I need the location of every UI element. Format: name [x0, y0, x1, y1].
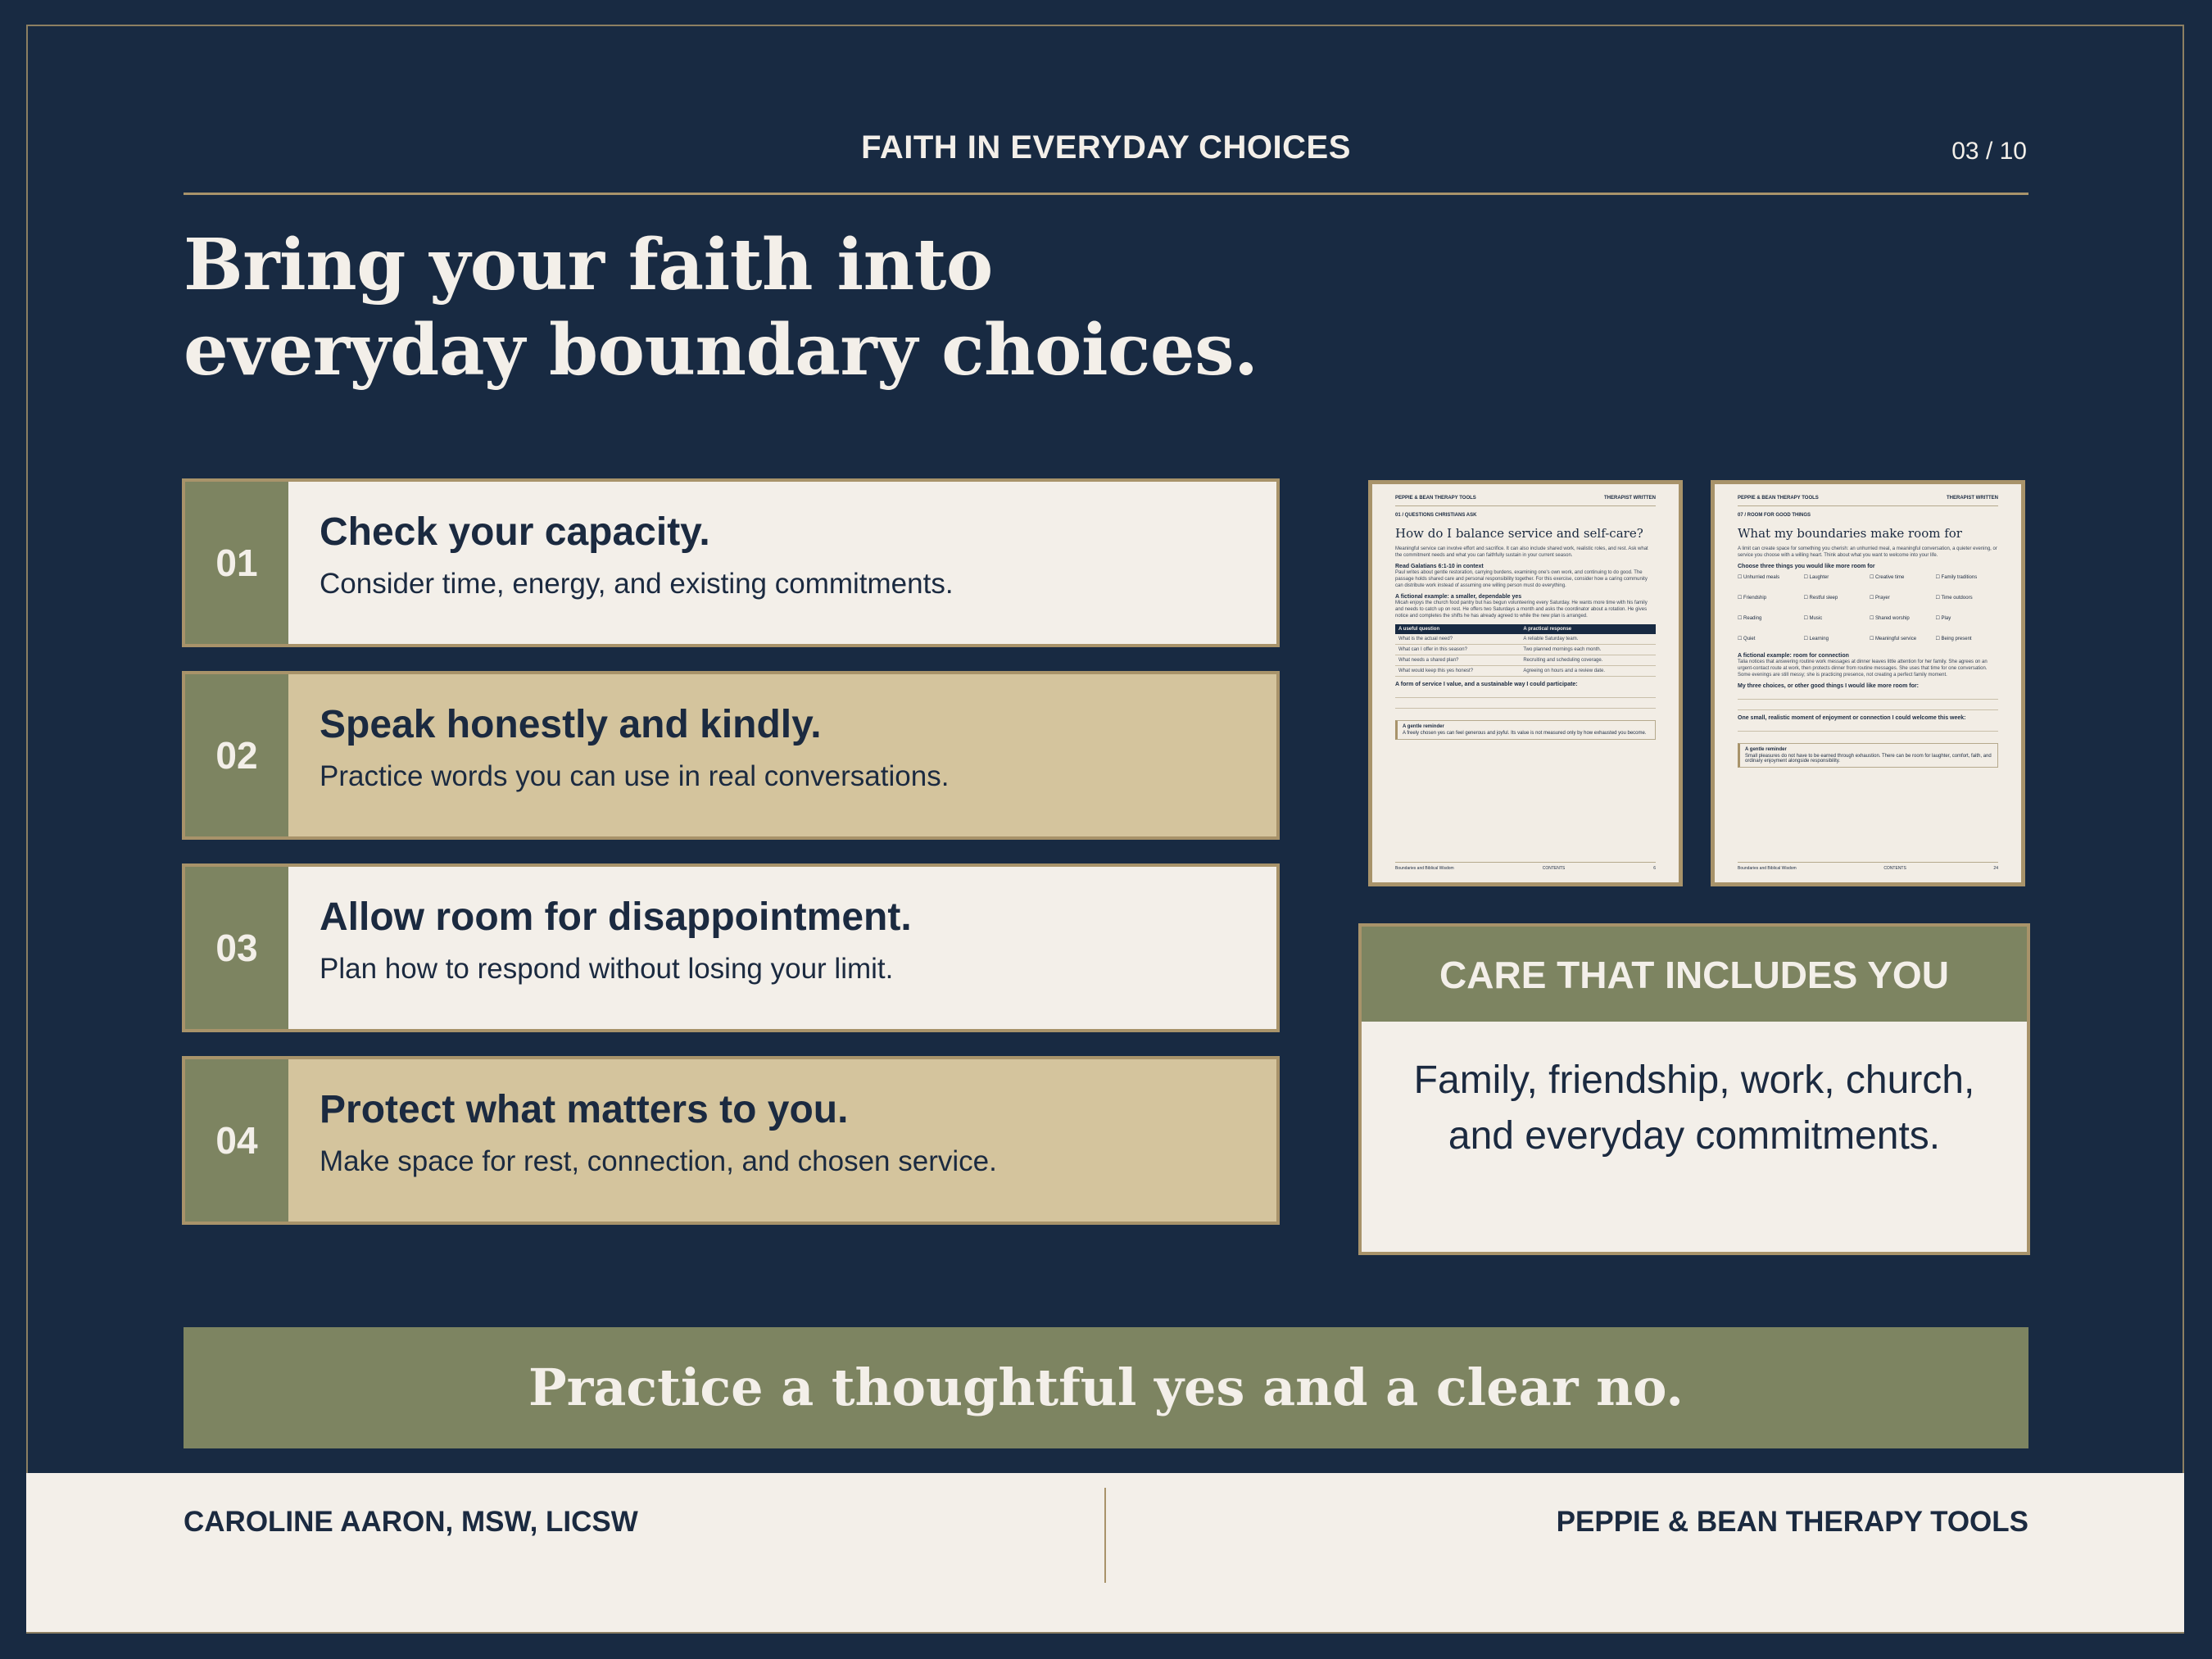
table-header: A practical response — [1520, 624, 1656, 634]
reminder-title: A gentle reminder — [1403, 724, 1444, 729]
header-divider — [184, 193, 2028, 195]
table-row — [1395, 634, 1656, 645]
thumb-reminder — [1738, 743, 1998, 768]
table-row — [1395, 655, 1656, 666]
thumb-paragraph: Micah enjoys the church food pantry but has begun volunteering every Saturday. He wants more time with his family and needs to catch up on rest. He offers two Saturdays a month and asks the coordinator about a rotation. He gives notice and completes the shifts he has already agreed to while the new plan is arranged. — [1395, 601, 1648, 619]
write-line — [1738, 689, 1998, 700]
step-title: Speak honestly and kindly. — [320, 703, 822, 746]
thumb-kicker: 07 / ROOM FOR GOOD THINGS — [1738, 513, 1811, 518]
checkbox-choice: ☐ Time outdoors — [1935, 596, 1973, 601]
step-description: Practice words you can use in real conversations. — [320, 760, 950, 792]
worksheet-thumbnail-1 — [1368, 480, 1683, 886]
thumb-table — [1395, 624, 1656, 677]
step-card-4 — [182, 1056, 1280, 1225]
thumb-brand: PEPPIE & BEAN THERAPY TOOLS — [1738, 496, 1819, 501]
reminder-body: Small pleasures do not have to be earned through exhaustion. There can be room for laughter, comfort, faith, and ordinary enjoyment alongside responsibility. — [1745, 754, 1992, 764]
table-cell: What needs a shared plan? — [1395, 655, 1520, 666]
write-line — [1395, 687, 1656, 698]
table-row — [1395, 645, 1656, 655]
table-cell: A reliable Saturday team. — [1520, 634, 1656, 645]
author-credit: CAROLINE AARON, MSW, LICSW — [184, 1506, 638, 1538]
care-line-2: and everyday commitments. — [1448, 1114, 1941, 1158]
checkbox-choice: ☐ Laughter — [1803, 575, 1829, 580]
checkbox-choice: ☐ Creative time — [1870, 575, 1905, 580]
table-cell: Agreeing on hours and a review date. — [1520, 666, 1656, 677]
brand-credit: PEPPIE & BEAN THERAPY TOOLS — [1556, 1506, 2028, 1538]
step-number: 04 — [185, 1059, 288, 1222]
thumb-subheading: A fictional example: room for connection — [1738, 653, 1849, 659]
step-card-1 — [182, 478, 1280, 647]
checkbox-choice: ☐ Learning — [1803, 637, 1829, 641]
thumb-intro: A limit can create space for something you cherish: an unhurried meal, a meaningful conversation, a quieter evening, or service you choose with a willing heart. Think about what you want to welcome into your life. — [1738, 546, 1997, 558]
step-number: 02 — [185, 674, 288, 836]
table-row — [1395, 666, 1656, 677]
checkbox-choice: ☐ Unhurried meals — [1738, 575, 1780, 580]
step-title: Check your capacity. — [320, 510, 710, 554]
care-line-1: Family, friendship, work, church, — [1413, 1058, 1975, 1102]
thumb-tag: THERAPIST WRITTEN — [1604, 496, 1656, 501]
checkbox-choice: ☐ Family traditions — [1935, 575, 1978, 580]
step-number: 01 — [185, 482, 288, 644]
thumb-tag: THERAPIST WRITTEN — [1947, 496, 1998, 501]
table-cell: Two planned mornings each month. — [1520, 645, 1656, 655]
reminder-body: A freely chosen yes can feel generous and joyful. Its value is not measured only by how exhausted you become. — [1403, 731, 1647, 736]
step-description: Plan how to respond without losing your limit. — [320, 953, 894, 985]
thumb-footer — [1395, 862, 1656, 871]
thumb-prompt: One small, realistic moment of enjoyment or connection I could welcome this week: — [1738, 715, 1966, 721]
table-header: A useful question — [1395, 624, 1520, 634]
step-description: Make space for rest, connection, and chosen service. — [320, 1145, 997, 1177]
checkbox-choice: ☐ Quiet — [1738, 637, 1756, 641]
thumb-footer-mid: CONTENTS — [1542, 866, 1566, 871]
thumb-footer-mid: CONTENTS — [1883, 866, 1906, 871]
thumb-footer-right: 6 — [1653, 866, 1656, 871]
thumb-reminder — [1395, 720, 1656, 740]
checkbox-choice: ☐ Music — [1803, 616, 1823, 621]
thumb-intro: Meaningful service can involve effort and sacrifice. It can also include shared work, realistic roles, and rest. Ask what the commitment needs and what you can faithfully sustain in your current season. — [1395, 546, 1648, 558]
slide-headline — [184, 223, 1412, 393]
thumb-kicker: 01 / QUESTIONS CHRISTIANS ASK — [1395, 513, 1477, 518]
thumb-brand: PEPPIE & BEAN THERAPY TOOLS — [1395, 496, 1476, 501]
table-cell: What would keep this yes honest? — [1395, 666, 1520, 677]
thumb-footer-left: Boundaries and Biblical Wisdom — [1395, 866, 1454, 871]
step-card-2 — [182, 671, 1280, 840]
checkbox-choice: ☐ Reading — [1738, 616, 1762, 621]
care-heading: CARE THAT INCLUDES YOU — [1362, 927, 2027, 1022]
choice-grid — [1738, 574, 1998, 641]
thumb-footer-left: Boundaries and Biblical Wisdom — [1738, 866, 1797, 871]
thumb-subheading: Choose three things you would like more room for — [1738, 564, 1875, 569]
table-cell: Recruiting and scheduling coverage. — [1520, 655, 1656, 666]
thumb-subheading: Read Galatians 6:1-10 in context — [1395, 564, 1484, 569]
checkbox-choice: ☐ Meaningful service — [1870, 637, 1917, 641]
care-body — [1362, 1022, 2027, 1164]
step-title: Protect what matters to you. — [320, 1088, 849, 1131]
section-title: FAITH IN EVERYDAY CHOICES — [861, 129, 1351, 165]
thumb-paragraph: Paul writes about gentle restoration, carrying burdens, examining one's own work, and continuing to do good. The passage holds shared care and personal responsibility together. For this exercise, consider how a caring community can distribute work instead of assuming one willing person must do everything. — [1395, 570, 1648, 588]
step-card-3 — [182, 863, 1280, 1032]
takeaway-banner: Practice a thoughtful yes and a clear no. — [184, 1327, 2028, 1448]
thumb-prompt: A form of service I value, and a sustainable way I could participate: — [1395, 682, 1578, 687]
headline-line-1: Bring your faith into — [184, 224, 993, 306]
checkbox-choice: ☐ Friendship — [1738, 596, 1767, 601]
thumb-header — [1738, 496, 1998, 506]
thumb-footer-right: 24 — [1993, 866, 1998, 871]
thumb-paragraph: Talia notices that answering routine work messages at dinner leaves little attention for her family. She agrees on an urgent-contact route at work, then protects dinner from routine messages. She uses that time for one conversation. Some evenings are still messy; she is practicing presence, not creating a perfect family moment. — [1738, 660, 1988, 678]
checkbox-choice: ☐ Restful sleep — [1803, 596, 1838, 601]
thumb-header — [1395, 496, 1656, 506]
page-number: 03 / 10 — [1951, 138, 2027, 165]
checkbox-choice: ☐ Shared worship — [1870, 616, 1910, 621]
reminder-title: A gentle reminder — [1745, 747, 1787, 752]
worksheet-thumbnail-2 — [1711, 480, 2025, 886]
thumb-title: What my boundaries make room for — [1738, 526, 1962, 541]
checkbox-choice: ☐ Being present — [1935, 637, 1972, 641]
step-number: 03 — [185, 867, 288, 1029]
checkbox-choice: ☐ Play — [1935, 616, 1951, 621]
thumb-subheading: A fictional example: a smaller, dependable yes — [1395, 594, 1522, 600]
step-title: Allow room for disappointment. — [320, 895, 912, 939]
care-callout — [1358, 923, 2030, 1255]
headline-line-2: everyday boundary choices. — [184, 309, 1258, 392]
slide-footer — [26, 1473, 2184, 1632]
write-line — [1395, 698, 1656, 709]
table-cell: What is the actual need? — [1395, 634, 1520, 645]
checkbox-choice: ☐ Prayer — [1870, 596, 1890, 601]
thumb-prompt: My three choices, or other good things I would like more room for: — [1738, 683, 1919, 689]
step-description: Consider time, energy, and existing commitments. — [320, 568, 954, 600]
thumb-footer — [1738, 862, 1998, 871]
write-line — [1738, 700, 1998, 710]
write-line — [1738, 721, 1998, 732]
footer-divider — [1104, 1488, 1106, 1583]
table-cell: What can I offer in this season? — [1395, 645, 1520, 655]
thumb-title: How do I balance service and self-care? — [1395, 526, 1643, 541]
